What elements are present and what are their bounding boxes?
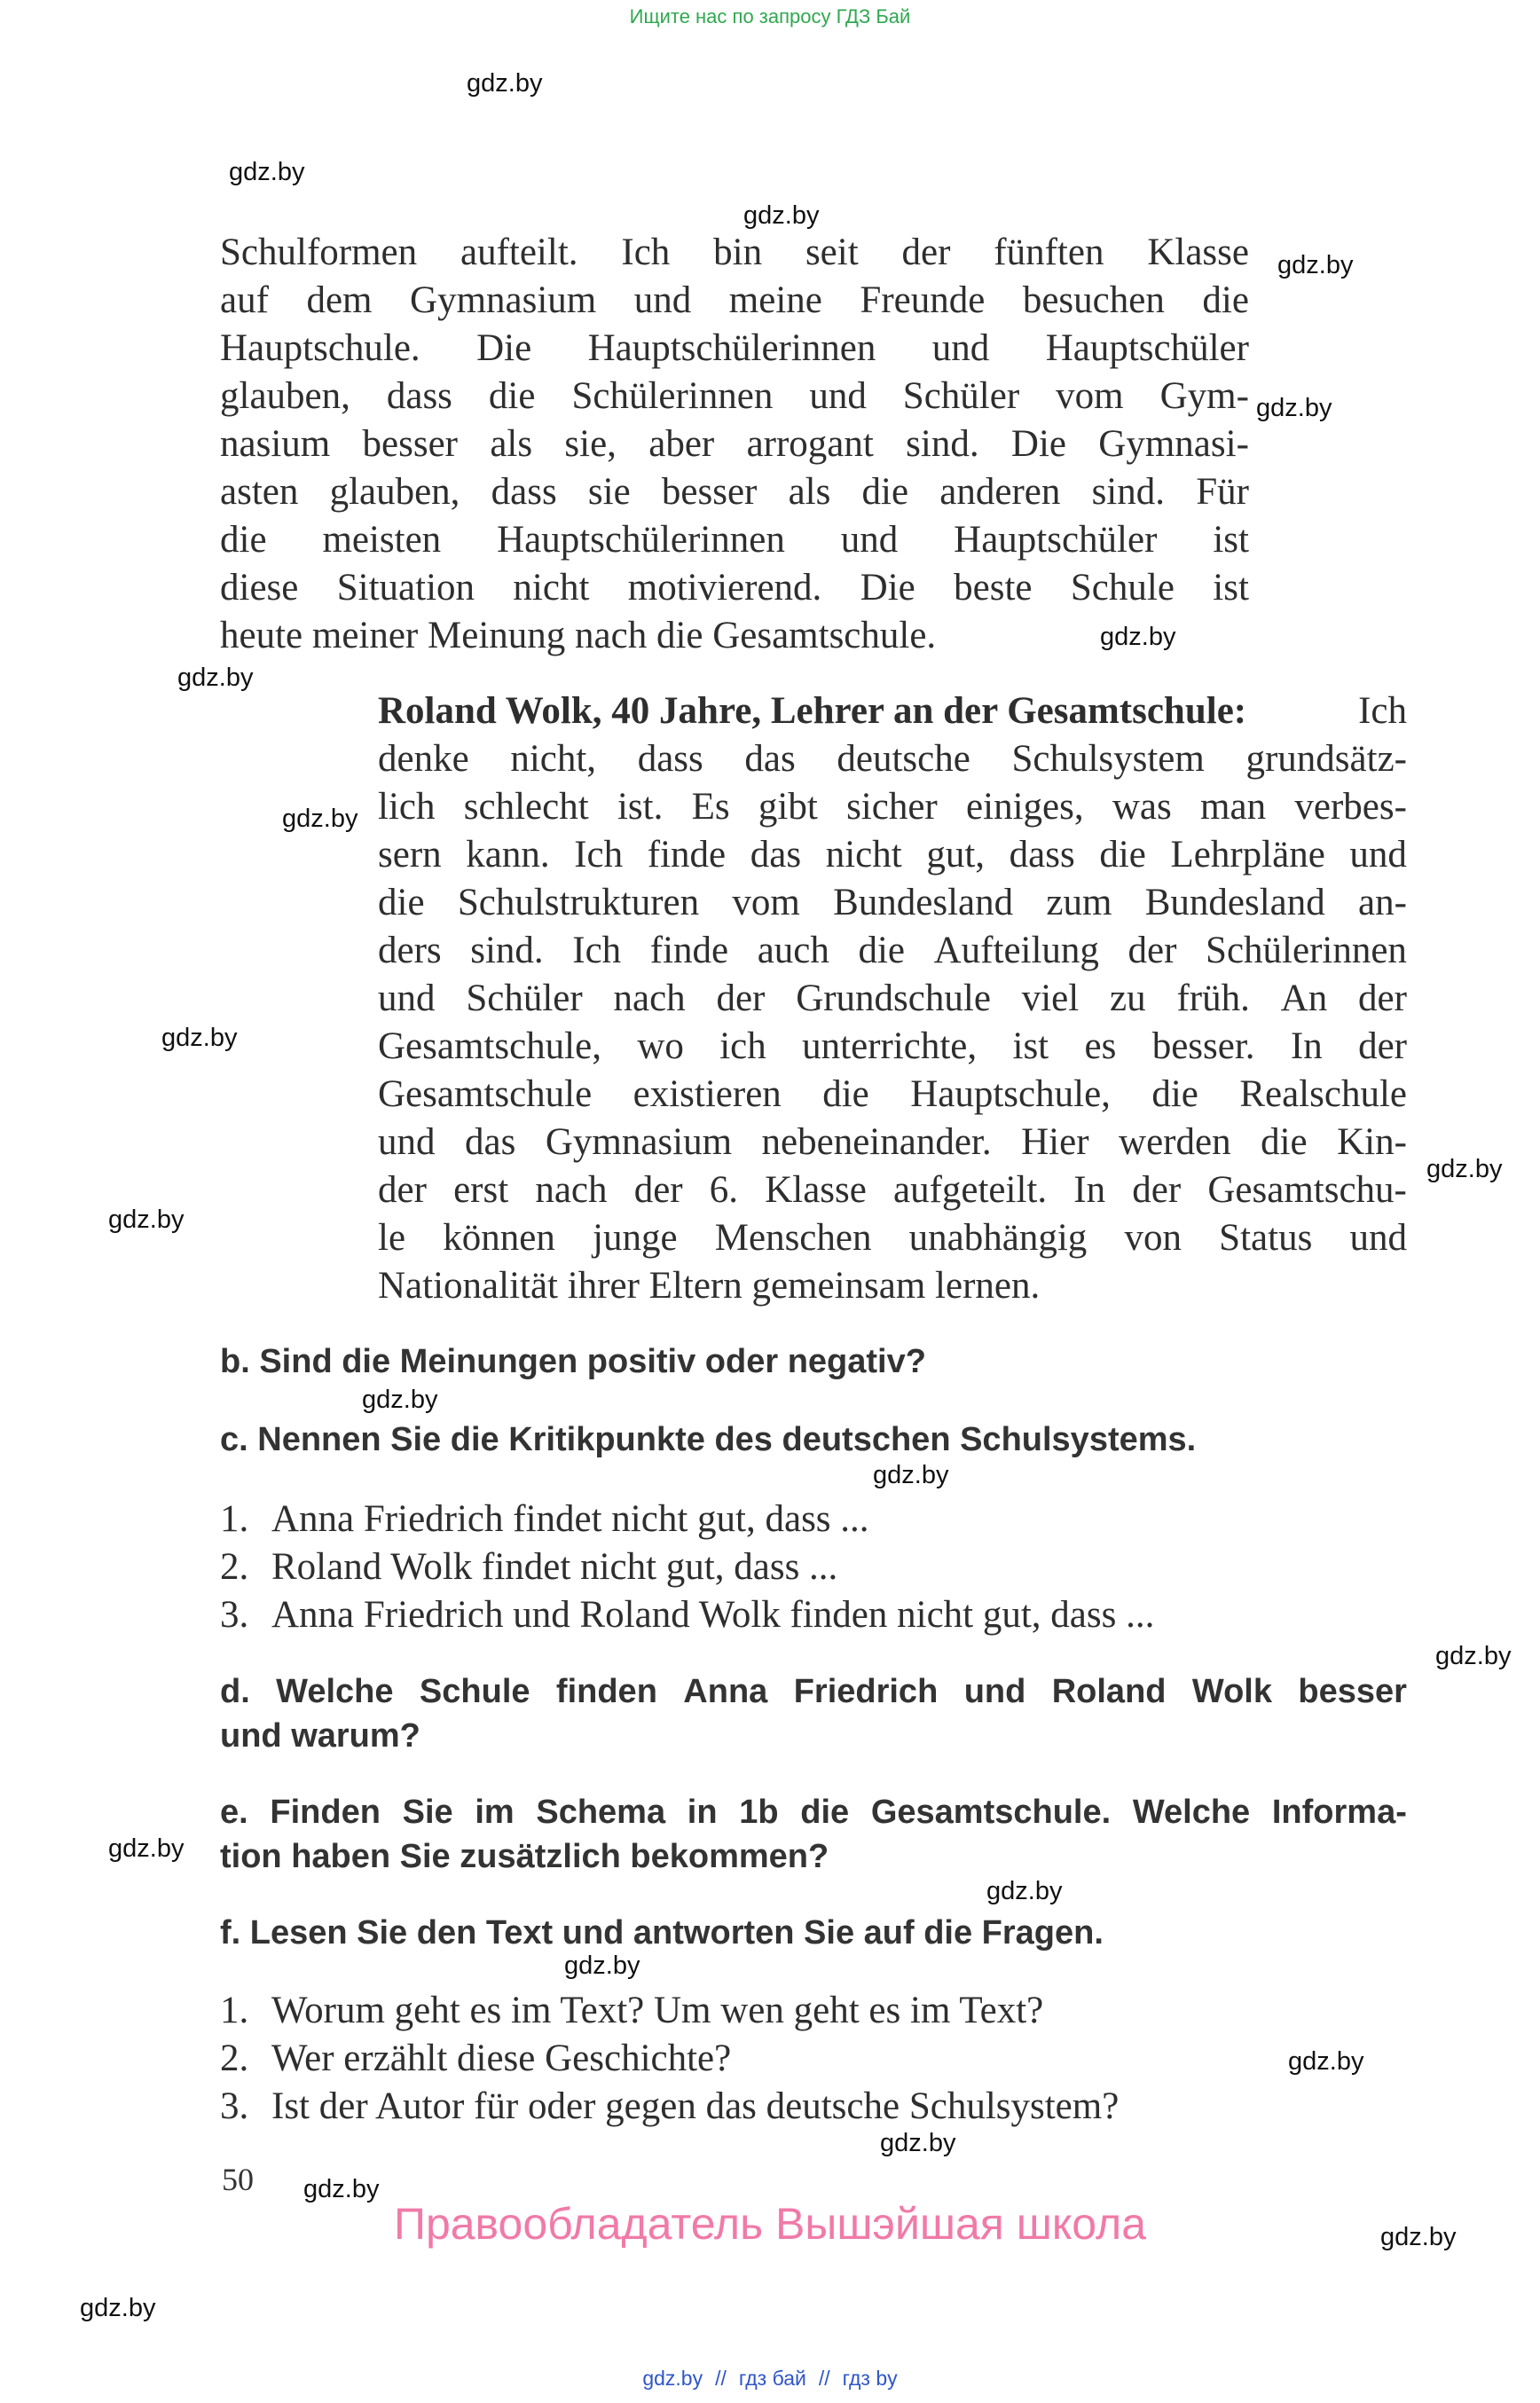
list-item xyxy=(220,1591,1154,1639)
watermark: gdz.by xyxy=(1288,2047,1364,2076)
watermark: gdz.by xyxy=(161,1024,238,1052)
task-e xyxy=(220,1790,1407,1879)
list-item xyxy=(220,1543,1154,1591)
link-separator: // xyxy=(818,2367,830,2390)
list-number: 3. xyxy=(220,2085,249,2127)
text-line: nasium besser als sie, aber arrogant sind. Die Gymnasi- xyxy=(220,423,1249,465)
list-number: 3. xyxy=(220,1594,249,1636)
watermark: gdz.by xyxy=(80,2294,156,2322)
list-number: 2. xyxy=(220,2038,249,2079)
task-f-list xyxy=(220,1987,1119,2131)
watermark: gdz.by xyxy=(362,1386,438,1414)
link-separator: // xyxy=(715,2367,727,2390)
link-gdz-by[interactable]: gdz.by xyxy=(642,2367,703,2390)
paragraph-1 xyxy=(220,229,1249,660)
watermark: gdz.by xyxy=(1380,2223,1457,2251)
list-text: Ist der Autor für oder gegen das deutsche Schulsystem? xyxy=(271,2085,1120,2127)
watermark: gdz.by xyxy=(1100,623,1176,651)
task-d-line: d. Welche Schule finden Anna Friedrich und Roland Wolk besser xyxy=(220,1673,1407,1710)
text-line: diese Situation nicht motivierend. Die beste Schule ist xyxy=(220,567,1249,609)
text-line: heute meiner Meinung nach die Gesamtschule. xyxy=(220,615,937,656)
watermark: gdz.by xyxy=(177,664,254,692)
watermark: gdz.by xyxy=(880,2129,956,2157)
watermark: gdz.by xyxy=(743,201,820,230)
text-line: der erst nach der 6. Klasse aufgeteilt. In der Gesamtschu- xyxy=(378,1169,1407,1211)
link-gdz-by-cyr[interactable]: гдз by xyxy=(842,2367,898,2390)
task-f: f. Lesen Sie den Text und antworten Sie auf die Fragen. xyxy=(220,1914,1104,1951)
list-text: Roland Wolk findet nicht gut, dass ... xyxy=(271,1546,838,1588)
list-text: Anna Friedrich und Roland Wolk finden nicht gut, dass ... xyxy=(271,1594,1155,1636)
list-item xyxy=(220,2083,1119,2131)
watermark: gdz.by xyxy=(986,1877,1063,1905)
list-number: 1. xyxy=(220,1990,249,2031)
top-banner: Ищите нас по запросу ГДЗ Бай xyxy=(629,5,911,27)
list-item xyxy=(220,2035,1119,2083)
text-line: und Schüler nach der Grundschule viel zu früh. An der xyxy=(378,978,1407,1019)
watermark: gdz.by xyxy=(229,158,305,186)
watermark: gdz.by xyxy=(1277,251,1354,279)
task-c-list xyxy=(220,1496,1154,1639)
watermark: gdz.by xyxy=(873,1461,949,1489)
task-c: c. Nennen Sie die Kritikpunkte des deutschen Schulsystems. xyxy=(220,1421,1197,1458)
speaker-line xyxy=(378,687,1407,735)
text-line: auf dem Gymnasium und meine Freunde besuchen die xyxy=(220,279,1249,321)
link-gdz-bai[interactable]: гдз бай xyxy=(738,2367,806,2390)
watermark: gdz.by xyxy=(467,69,543,98)
task-b: b. Sind die Meinungen positiv oder negativ? xyxy=(220,1343,926,1380)
speaker-line-rest: Ich xyxy=(1358,690,1407,732)
task-e-line: e. Finden Sie im Schema in 1b die Gesamtschule. Welche Informa- xyxy=(220,1794,1407,1831)
list-text: Wer erzählt diese Geschichte? xyxy=(271,2038,732,2079)
text-line: Nationalität ihrer Eltern gemeinsam lernen. xyxy=(378,1265,1041,1307)
text-line: le können junge Menschen unabhängig von Status und xyxy=(378,1217,1407,1259)
text-line: die meisten Hauptschülerinnen und Hauptschüler ist xyxy=(220,519,1249,561)
watermark: gdz.by xyxy=(1426,1155,1503,1183)
watermark: gdz.by xyxy=(303,2175,380,2203)
watermark: gdz.by xyxy=(108,1834,185,1863)
text-line: Schulformen aufteilt. Ich bin seit der fünften Klasse xyxy=(220,232,1249,273)
text-line: lich schlecht ist. Es gibt sicher einiges, was man verbes- xyxy=(378,786,1407,828)
text-line: glauben, dass die Schülerinnen und Schüler vom Gym- xyxy=(220,375,1249,417)
list-item xyxy=(220,1496,1154,1543)
list-number: 2. xyxy=(220,1546,249,1588)
watermark: gdz.by xyxy=(564,1951,640,1980)
list-item xyxy=(220,1987,1119,2035)
text-line: asten glauben, dass sie besser als die anderen sind. Für xyxy=(220,471,1249,513)
list-text: Worum geht es im Text? Um wen geht es im Text? xyxy=(271,1990,1044,2031)
task-d-line: und warum? xyxy=(220,1717,420,1755)
list-number: 1. xyxy=(220,1498,249,1540)
list-text: Anna Friedrich findet nicht gut, dass ... xyxy=(271,1498,869,1540)
paragraph-2 xyxy=(378,687,1407,1310)
bottom-links xyxy=(0,2367,1540,2391)
text-line: Hauptschule. Die Hauptschülerinnen und Hauptschüler xyxy=(220,327,1249,369)
watermark: gdz.by xyxy=(1435,1642,1512,1670)
speaker-name: Roland Wolk, 40 Jahre, Lehrer an der Gesamtschule: xyxy=(378,690,1247,732)
rightsholder-notice: Правообладатель Вышэйшая школа xyxy=(394,2199,1146,2249)
text-line: sern kann. Ich finde das nicht gut, dass die Lehrpläne und xyxy=(378,834,1407,876)
text-line: die Schulstrukturen vom Bundesland zum Bundesland an- xyxy=(378,882,1407,923)
page-number: 50 xyxy=(222,2162,254,2197)
watermark: gdz.by xyxy=(1256,394,1332,422)
task-d xyxy=(220,1669,1407,1758)
text-line: denke nicht, dass das deutsche Schulsystem grundsätz- xyxy=(378,738,1407,780)
text-line: ders sind. Ich finde auch die Aufteilung der Schülerinnen xyxy=(378,930,1407,971)
text-line: Gesamtschule existieren die Hauptschule, die Realschule xyxy=(378,1073,1407,1115)
watermark: gdz.by xyxy=(282,805,358,833)
task-e-line: tion haben Sie zusätzlich bekommen? xyxy=(220,1838,829,1875)
text-line: Gesamtschule, wo ich unterrichte, ist es besser. In der xyxy=(378,1025,1407,1067)
watermark: gdz.by xyxy=(108,1205,185,1234)
text-line: und das Gymnasium nebeneinander. Hier werden die Kin- xyxy=(378,1121,1407,1163)
